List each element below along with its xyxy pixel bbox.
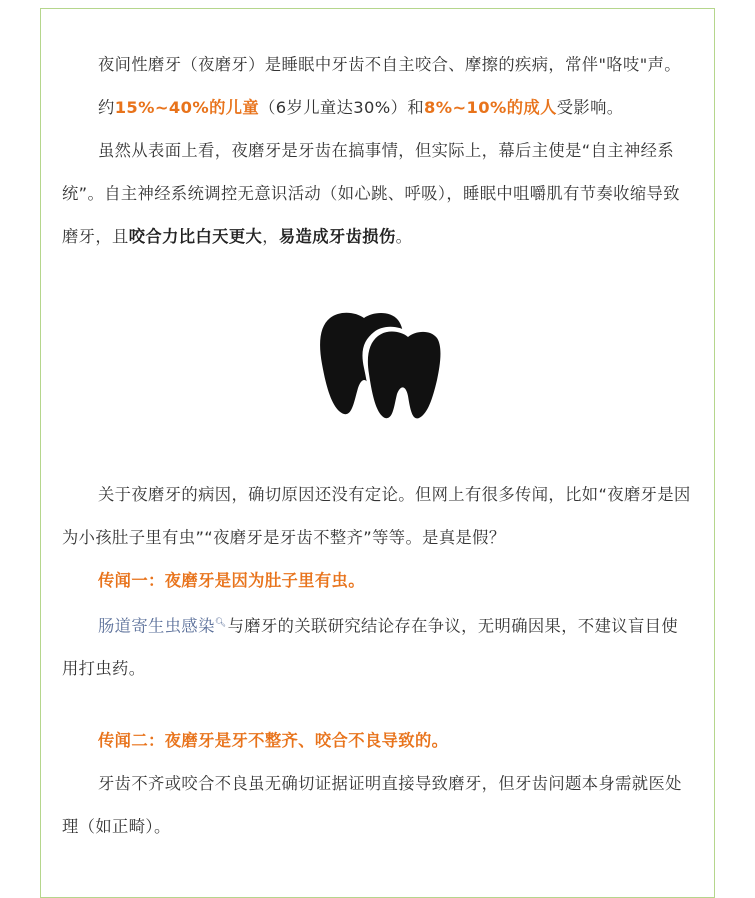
prevalence-post: 受影响。 [556, 98, 624, 117]
teeth-icon [312, 310, 442, 422]
mechanism-paragraph [62, 129, 692, 258]
cause-paragraph: 关于夜磨牙的病因，确切原因还没有定论。但网上有很多传闻，比如“夜磨牙是因为小孩肚子里有虫”“夜磨牙是牙齿不整齐”等等。是真是假？ [62, 485, 691, 547]
parasite-infection-link[interactable]: 肠道寄生虫感染 [98, 616, 215, 636]
spacer [62, 690, 692, 719]
damage-highlight: 易造成牙齿损伤 [278, 227, 396, 246]
mechanism-end: 。 [395, 227, 413, 246]
mechanism-lead: 虽然从表面上看，夜磨牙是牙齿在搞事情，但实际上，幕后主使是“自主神经系统”。自主神经系统调控无意识活动（如心跳、呼吸），睡眠中咀嚼肌有节奏收缩导致磨牙，且 [62, 141, 680, 246]
rumor-one-paragraph [62, 602, 692, 690]
rumor-one-body: 与磨牙的关联研究结论存在争议，无明确因果，不建议盲目使用打虫药。 [62, 616, 679, 679]
bite-force-highlight: 咬合力比白天更大 [128, 227, 263, 246]
intro-paragraph: 夜间性磨牙（夜磨牙）是睡眠中牙齿不自主咬合、摩擦的疾病，常伴"咯吱"声。 [98, 55, 681, 74]
search-icon[interactable]: 🔍︎ [214, 618, 227, 628]
mechanism-comma: ， [262, 227, 279, 246]
teeth-figure [62, 258, 692, 473]
children-percentage: 15%~40%的儿童 [114, 98, 260, 117]
rumor-two-paragraph: 牙齿不齐或咬合不良虽无确切证据证明直接导致磨牙，但牙齿问题本身需就医处理（如正畸）。 [62, 774, 682, 837]
prevalence-pre: 约 [98, 98, 115, 117]
article-content [62, 43, 692, 848]
adults-percentage: 8%~10%的成人 [424, 98, 557, 117]
prevalence-mid: （6岁儿童达30%）和 [259, 98, 425, 117]
prevalence-paragraph [62, 86, 692, 129]
rumor-one-heading: 传闻一：夜磨牙是因为肚子里有虫。 [98, 571, 365, 590]
rumor-two-heading: 传闻二：夜磨牙是牙不整齐、咬合不良导致的。 [98, 731, 449, 751]
